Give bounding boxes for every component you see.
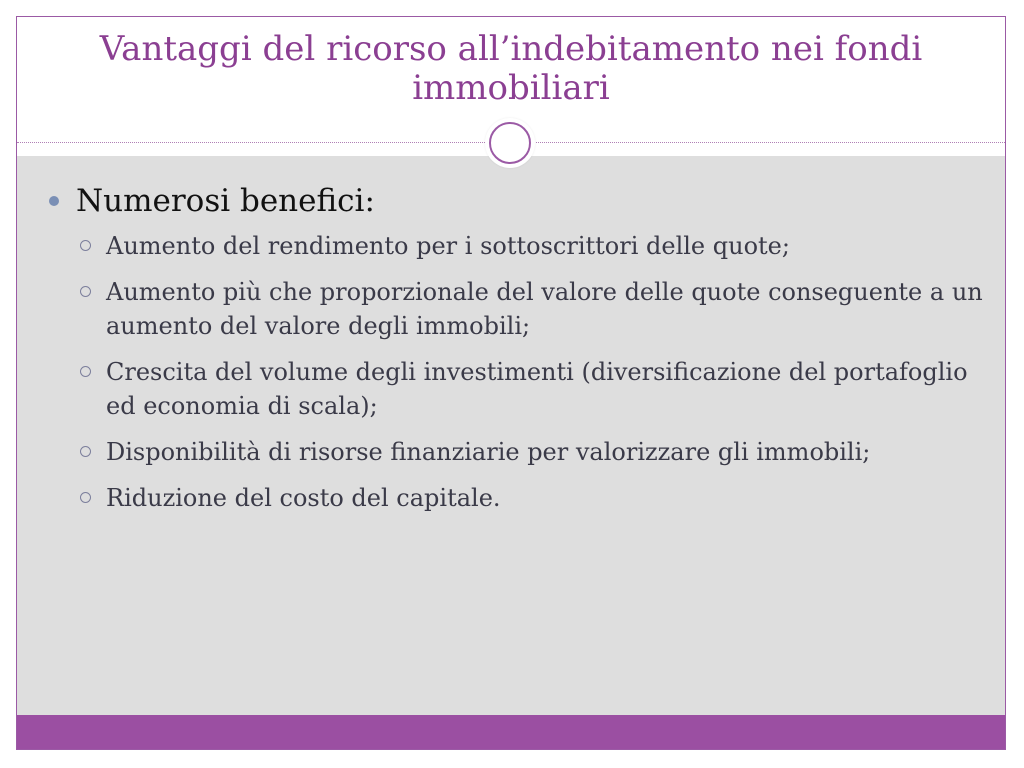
bullet-item [47,181,987,515]
sub-bullet-text: Aumento del rendimento per i sottoscrittori delle quote; [106,232,790,260]
circle-ornament-icon [485,118,535,168]
ring-bullet-icon [80,286,91,297]
slide [16,16,1006,750]
bullet-text: Numerosi benefici: [76,183,375,219]
sub-bullet-text: Crescita del volume degli investimenti (diversificazione del portafoglio ed economia di scala); [106,358,968,420]
ring-bullet-icon [80,446,91,457]
bullet-dot-icon [49,196,59,206]
ring-bullet-icon [80,492,91,503]
sub-bullet-item [76,275,987,343]
sub-bullet-text: Aumento più che proporzionale del valore delle quote conseguente a un aumento del valore degli immobili; [106,278,983,340]
footer-bar [17,715,1005,749]
slide-title: Vantaggi del ricorso all’indebitamento nei fondi immobiliari [99,29,923,108]
sub-bullet-item [76,229,987,263]
ring-bullet-icon [80,240,91,251]
sub-bullet-item [76,435,987,469]
sub-bullet-list [76,229,987,515]
sub-bullet-item [76,481,987,515]
sub-bullet-item [76,355,987,423]
sub-bullet-text: Disponibilità di risorse finanziarie per valorizzare gli immobili; [106,438,871,466]
ring-bullet-icon [80,366,91,377]
sub-bullet-text: Riduzione del costo del capitale. [106,484,501,512]
bullet-list [47,181,987,527]
